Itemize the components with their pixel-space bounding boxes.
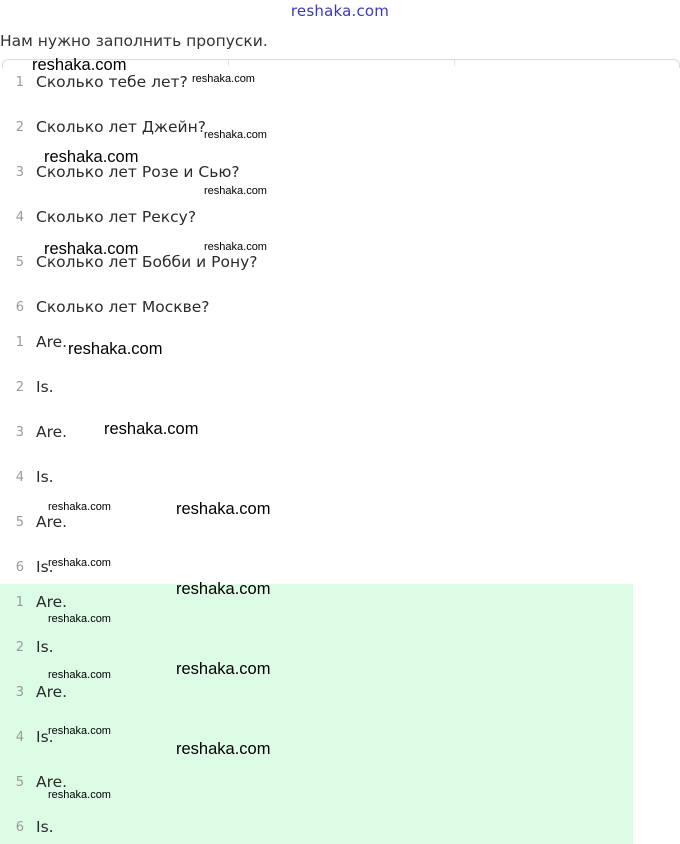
question-number: 4 (15, 209, 24, 225)
watermark: reshaka.com (44, 148, 139, 166)
site-link[interactable]: reshaka.com (290, 2, 390, 20)
answer-number: 5 (15, 774, 24, 790)
question-number: 1 (15, 74, 24, 90)
answer-row (0, 375, 54, 399)
answer-row (0, 510, 67, 534)
watermark: reshaka.com (44, 240, 139, 258)
answer-number: 4 (15, 469, 24, 485)
watermark: reshaka.com (48, 669, 111, 681)
answer-number: 2 (15, 379, 24, 395)
answer-text: Is. (36, 818, 54, 836)
watermark: reshaka.com (204, 129, 267, 141)
question-row (0, 295, 210, 319)
question-number: 6 (15, 299, 24, 315)
watermark: reshaka.com (176, 580, 271, 598)
watermark: reshaka.com (204, 185, 267, 197)
answer-text: Are. (36, 593, 68, 611)
watermark: reshaka.com (48, 501, 111, 513)
watermark: reshaka.com (32, 56, 127, 74)
card-divider (454, 60, 455, 66)
watermark: reshaka.com (204, 241, 267, 253)
highlighted-answer-row (0, 635, 54, 659)
question-text: Сколько лет Москве? (36, 298, 210, 316)
watermark: reshaka.com (104, 420, 199, 438)
watermark: reshaka.com (68, 340, 163, 358)
answer-text: Is. (36, 468, 54, 486)
question-text: Сколько тебе лет? (36, 73, 188, 91)
watermark: reshaka.com (48, 725, 111, 737)
answer-text: Are. (36, 773, 68, 791)
answer-row (0, 330, 67, 354)
answer-row (0, 420, 67, 444)
watermark: reshaka.com (176, 500, 271, 518)
question-row (0, 205, 196, 229)
answer-text: Are. (36, 683, 68, 701)
instruction-text: Нам нужно заполнить пропуски. (0, 32, 268, 50)
answer-number: 3 (15, 684, 24, 700)
answer-text: Is. (36, 728, 54, 746)
question-text: Сколько лет Рексу? (36, 208, 197, 226)
answer-number: 2 (15, 639, 24, 655)
question-text: Сколько лет Бобби и Рону? (36, 253, 258, 271)
answer-text: Are. (36, 513, 68, 531)
answer-number: 6 (15, 559, 24, 575)
answer-text: Are. (36, 423, 68, 441)
watermark: reshaka.com (192, 73, 255, 85)
highlighted-answer-row (0, 680, 67, 704)
answer-text: Are. (36, 333, 68, 351)
answer-number: 1 (15, 334, 24, 350)
question-text: Сколько лет Розе и Сью? (36, 163, 240, 181)
answer-text: Is. (36, 558, 54, 576)
answer-text: Is. (36, 638, 54, 656)
question-row (0, 115, 206, 139)
watermark: reshaka.com (176, 740, 271, 758)
highlighted-answer-row (0, 590, 67, 614)
watermark: reshaka.com (176, 660, 271, 678)
answer-row (0, 555, 54, 579)
question-number: 3 (15, 164, 24, 180)
answer-row (0, 465, 54, 489)
card-divider (228, 60, 229, 66)
answer-text: Is. (36, 378, 54, 396)
answer-number: 1 (15, 594, 24, 610)
watermark: reshaka.com (48, 613, 111, 625)
question-text: Сколько лет Джейн? (36, 118, 206, 136)
highlighted-answer-row (0, 725, 54, 749)
answer-number: 3 (15, 424, 24, 440)
watermark: reshaka.com (48, 789, 111, 801)
watermark: reshaka.com (48, 557, 111, 569)
answer-number: 6 (15, 819, 24, 835)
question-number: 5 (15, 254, 24, 270)
highlighted-answer-row (0, 815, 54, 839)
answer-number: 4 (15, 729, 24, 745)
answer-number: 5 (15, 514, 24, 530)
question-number: 2 (15, 119, 24, 135)
